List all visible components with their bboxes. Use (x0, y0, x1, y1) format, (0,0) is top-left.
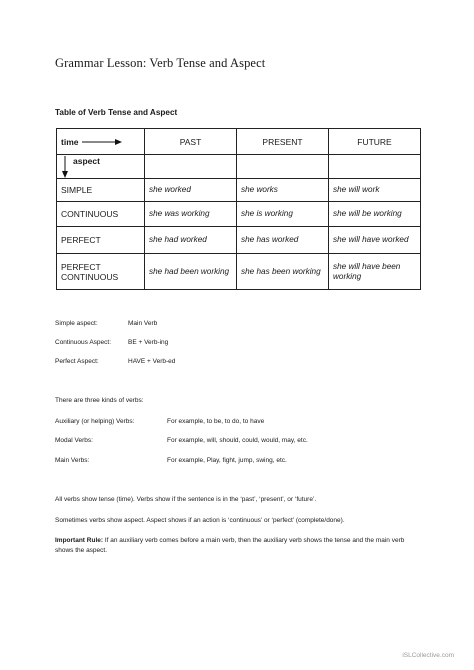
aspect-label: aspect (73, 155, 100, 166)
table-row (57, 202, 421, 227)
time-header-cell (57, 129, 145, 155)
table-row (57, 179, 421, 202)
table-cell: she will have worked (329, 227, 421, 254)
table-cell: she had been working (145, 254, 237, 290)
table-row (57, 227, 421, 254)
aspect-label: Simple aspect: (55, 320, 98, 327)
time-label: time (61, 136, 79, 147)
empty-cell (237, 155, 329, 179)
aspect-value: HAVE + Verb-ed (128, 358, 176, 365)
table-cell: she worked (145, 179, 237, 202)
table-cell: she has been working (237, 254, 329, 290)
aspect-label: Continuous Aspect: (55, 339, 112, 346)
verb-kind-label: Main Verbs: (55, 457, 90, 464)
verb-kind-value: For example, Play, fight, jump, swing, etc. (167, 457, 287, 464)
aspect-paragraph: Sometimes verbs show aspect. Aspect shows if an action is ‘continuous’ or ‘perfect’ (complete/done). (55, 517, 345, 524)
column-header-future: FUTURE (329, 129, 421, 155)
down-arrow-icon (61, 156, 69, 178)
verb-kind-value: For example, to be, to do, to have (167, 418, 265, 425)
aspect-value: BE + Verb-ing (128, 339, 169, 346)
page-title: Grammar Lesson: Verb Tense and Aspect (55, 56, 266, 70)
table-cell: she has worked (237, 227, 329, 254)
row-label-continuous: CONTINUOUS (57, 202, 145, 227)
empty-cell (329, 155, 421, 179)
table-cell: she will be working (329, 202, 421, 227)
tense-paragraph: All verbs show tense (time). Verbs show if the sentence is in the ‘past’, ‘present’, or ‘future’. (55, 496, 317, 503)
table-cell: she had worked (145, 227, 237, 254)
verb-kind-value: For example, will, should, could, would, may, etc. (167, 437, 308, 444)
row-label-perfect-continuous: PERFECT CONTINUOUS (57, 254, 145, 290)
table-cell: she will have been working (329, 254, 421, 290)
rule-text: If an auxiliary verb comes before a main verb, then the auxiliary verb shows the tense and the main verb shows the aspect. (55, 537, 405, 554)
row-label-simple: SIMPLE (57, 179, 145, 202)
column-header-past: PAST (145, 129, 237, 155)
table-caption: Table of Verb Tense and Aspect (55, 108, 178, 117)
verb-kind-label: Auxiliary (or helping) Verbs: (55, 418, 135, 425)
table-cell: she works (237, 179, 329, 202)
table-row (57, 254, 421, 290)
verb-kind-label: Modal Verbs: (55, 437, 93, 444)
row-label-perfect: PERFECT (57, 227, 145, 254)
right-arrow-icon (82, 138, 122, 146)
rule-label: Important Rule: (55, 537, 104, 544)
table-cell: she was working (145, 202, 237, 227)
important-rule-paragraph (55, 536, 420, 555)
aspect-value: Main Verb (128, 320, 158, 327)
empty-cell (145, 155, 237, 179)
footer-watermark: iSLCollective.com (402, 652, 454, 659)
column-header-present: PRESENT (237, 129, 329, 155)
verbs-intro: There are three kinds of verbs: (55, 397, 144, 404)
table-cell: she is working (237, 202, 329, 227)
tense-aspect-table (56, 128, 421, 290)
aspect-header-cell (57, 155, 145, 179)
table-cell: she will work (329, 179, 421, 202)
aspect-label: Perfect Aspect: (55, 358, 99, 365)
